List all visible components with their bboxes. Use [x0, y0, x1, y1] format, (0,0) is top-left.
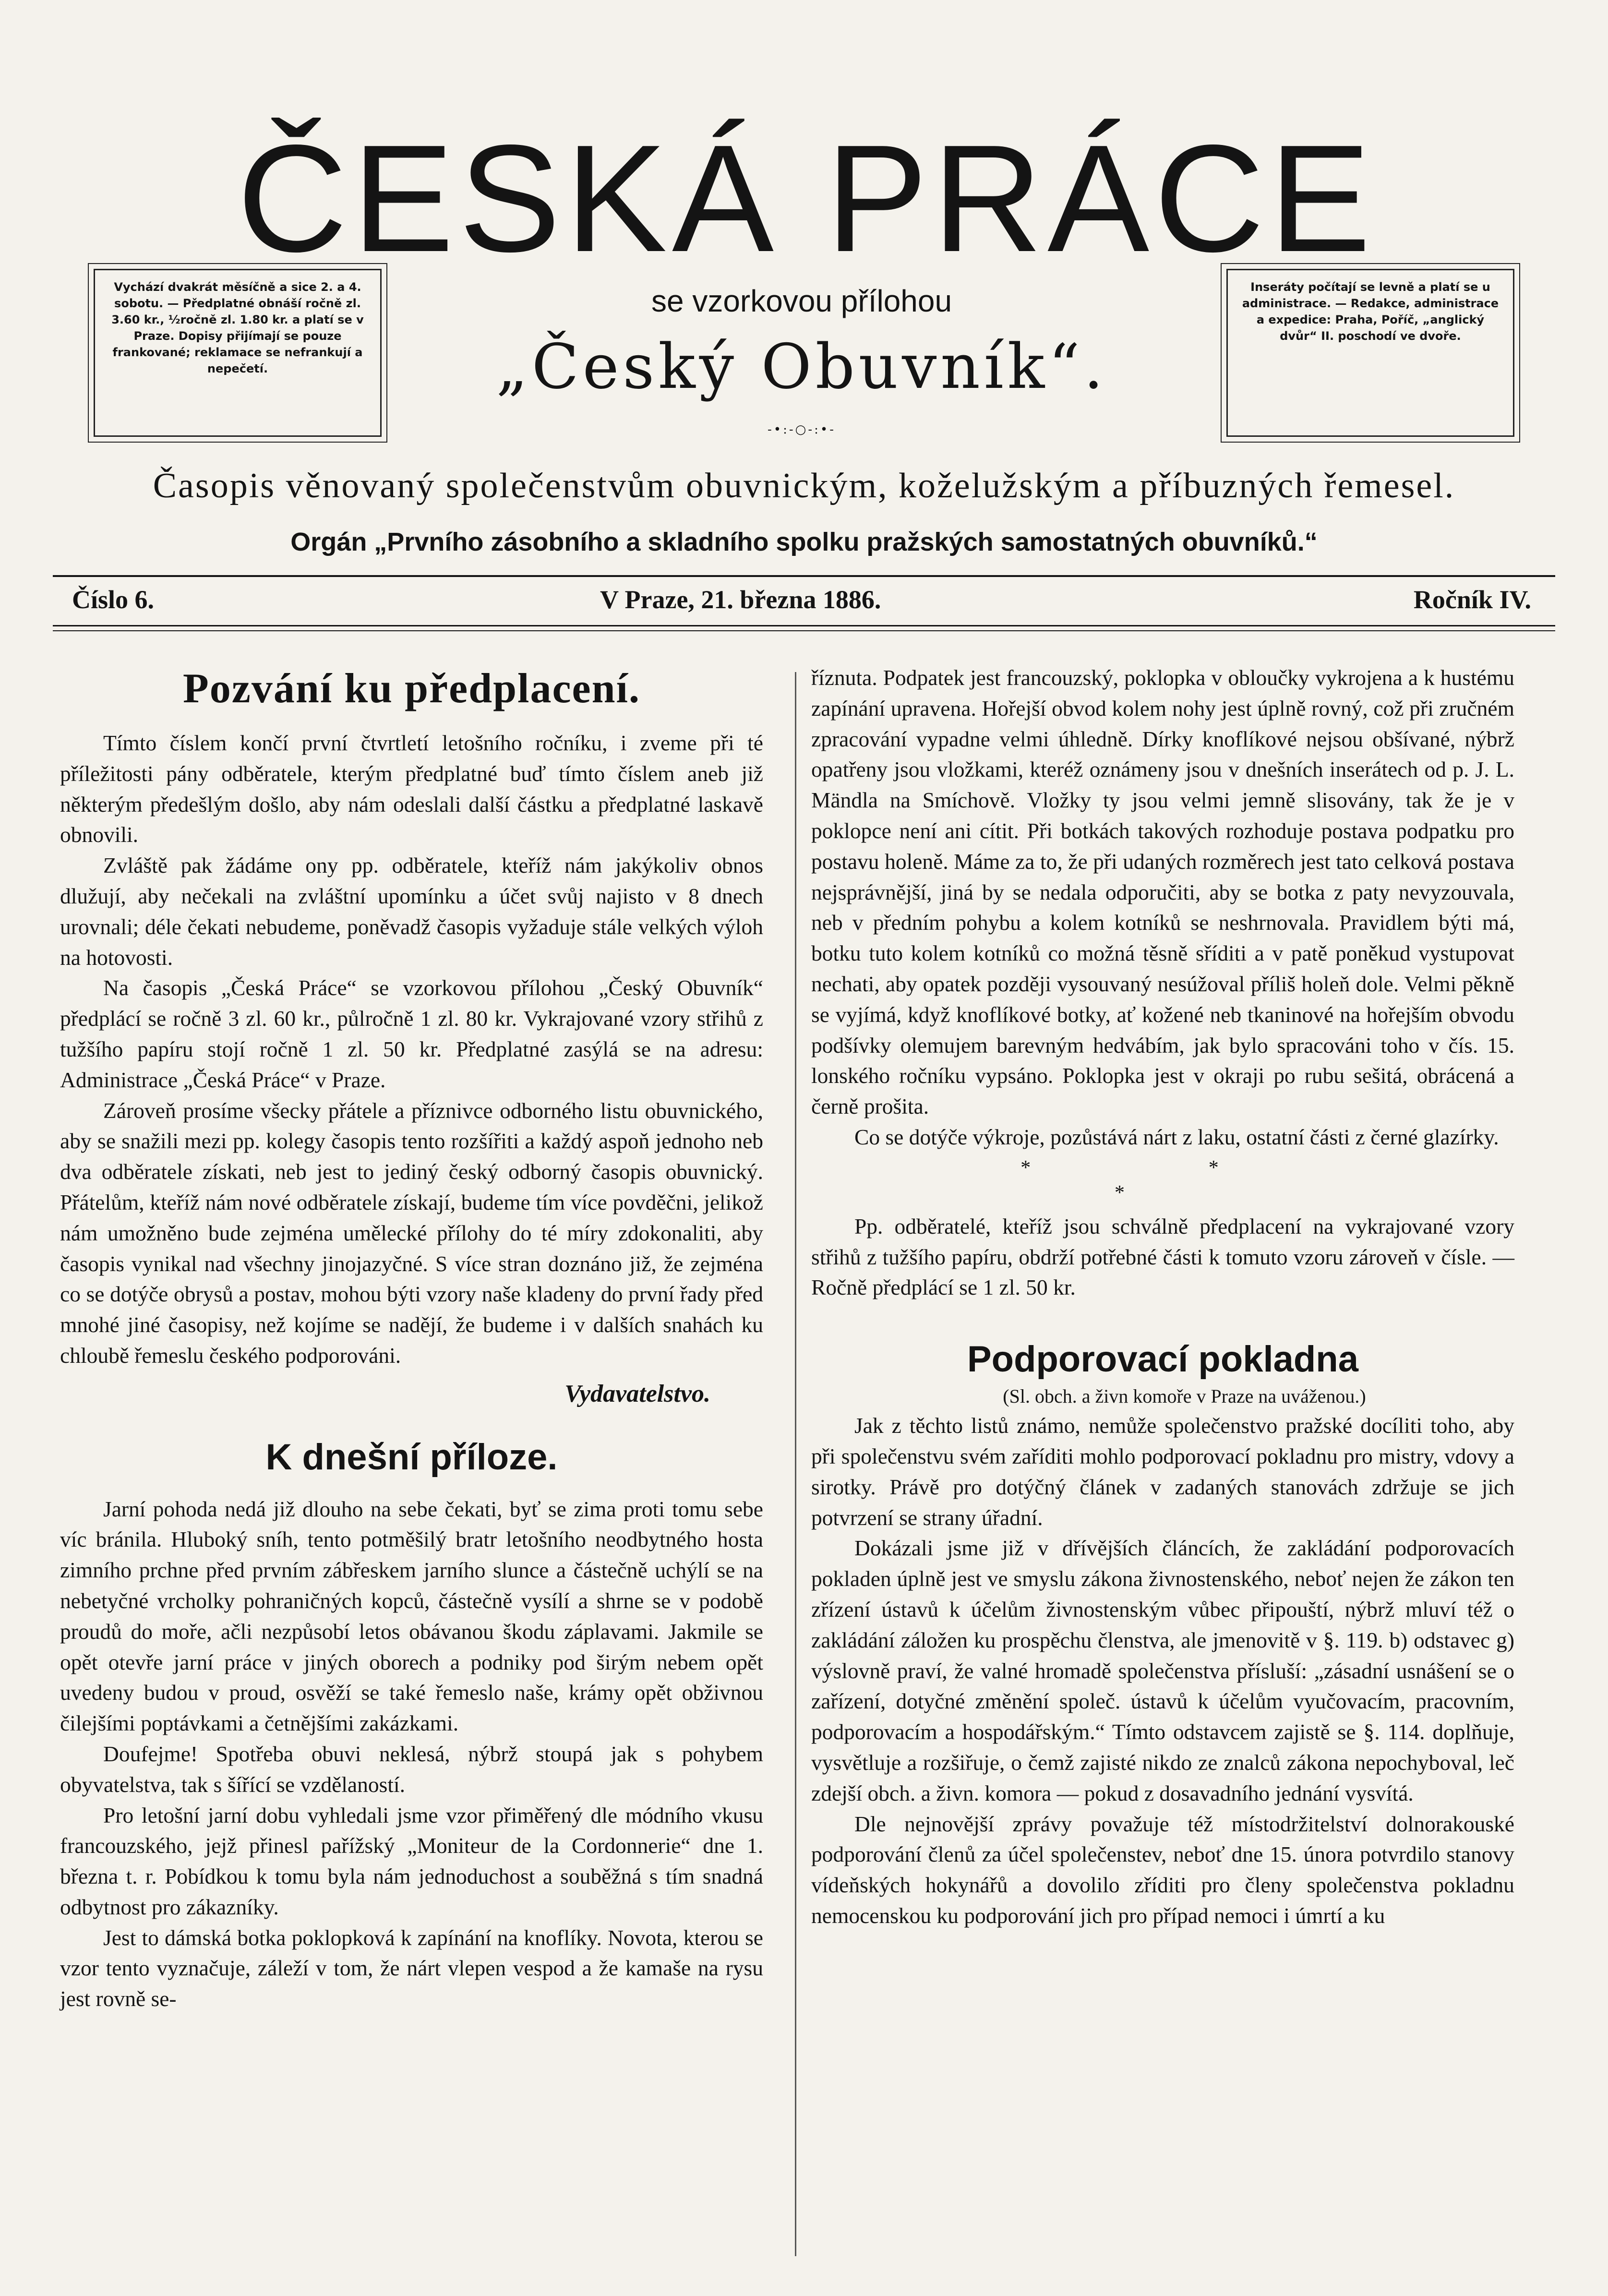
subscription-info-text: Vychází dvakrát měsíčně a sice 2. a 4. sobotu. — Předplatné obnáší ročně zl. 3.60 kr., ½ročně zl. 1.80 kr. a platí se v Praze. Dopisy přijímají se pouze frankované; reklamace se nefrankují a nepečetí. — [111, 280, 364, 376]
advertising-info-box — [1226, 269, 1514, 437]
organ-line: Orgán „Prvního zásobního a skladního spolku pražských samostatných obuvníků.“ — [290, 528, 1318, 556]
subscription-info-box — [94, 269, 382, 437]
stars-bottom: * — [1115, 1181, 1211, 1204]
rule-top — [53, 575, 1555, 577]
left-column — [60, 662, 763, 2014]
ornament-divider: -•:-○-:•- — [767, 422, 836, 437]
article-heading-subscription: Pozvání ku předplacení. — [183, 665, 640, 712]
rule-bottom-2 — [53, 630, 1555, 631]
article-heading-supplement: K dnešní příloze. — [265, 1436, 558, 1478]
paragraph: Zvláště pak žádáme ony pp. odběratele, kteříž nám jakýkoliv obnos dlužují, aby nečekali na zvláštní upomínku a účet svůj najisto v 8 dnech urovnali; déle čekati nebudeme, poněvadž časopis vyžaduje stále velkých výloh na hotovosti. — [60, 853, 763, 970]
right-column — [811, 662, 1514, 1931]
paragraph: Jest to dámská botka poklopková k zapínání na knoflíky. Novota, kterou se vzor tento vyznačuje, záleží v tom, že nárt vlepen vespod a že kamaše na rysu jest rovně se- — [60, 1925, 763, 2011]
tagline: Časopis věnovaný společenstvům obuvnickým, koželužským a příbuzných řemesel. — [153, 466, 1455, 505]
paragraph: Tímto číslem končí první čtvrtletí letošního ročníku, i zveme při té příležitosti pány odběratele, kterým předplatné buď tímto číslem aneb již některým předešlým došlo, aby nám odeslali další částku a předplatné laskavě obnovili. — [60, 731, 763, 847]
paragraph: Pp. odběratelé, kteříž jsou schválně předplacení na vykrajované vzory střihů z tužšího papíru, obdrží potřebné části k tomuto vzoru zároveň v čísle. — Ročně předplácí se 1 zl. 50 kr. — [811, 1214, 1514, 1300]
masthead-title: ČESKÁ PRÁCE — [237, 113, 1376, 284]
paragraph: Jak z těchto listů známo, nemůže společenstvo pražské docíliti toho, aby při společenstvu svém zaříditi mohlo podporovací pokladnu pro mistry, vdovy a sirotky. Právě pro dotýčný článek v zadaných stanovách zdržuje se jich potvrzení se strany úřadní. — [811, 1413, 1514, 1530]
paragraph: říznuta. Podpatek jest francouzský, poklopka v obloučky vykrojena a k hustému zapínání upravena. Hořejší obvod kolem nohy jest úplně rovný, což při zručném zpracování vypadne velmi úhledně. Dírky knoflíkové nejsou obšívané, nýbrž opatřeny jsou vložkami, kteréž oznámeny jsou v dnešních inserátech od p. J. L. Mändla na Smíchově. Vložky ty jsou velmi jemně slisovány, tak že je v poklopce není ani cítit. Při botkách takových rozhoduje postava podpatku pro postavu holeně. Máme za to, že při udaných rozměrech jest tato celková postava nejsprávnější, jiná by se nedala odporučiti, aby se botka z paty nevyzouvala, neb v předním pohybu a kolem kotníků se neshrnovala. Pravidlem býti má, botku tuto kolem kotníků co možná těsně sříditi a v patě poněkud vystupovat nechati, aby opatek později vysouvaný nesúžoval příliš holeň dole. Velmi pěkně se vyjímá, když knoflíkové botky, ať kožené neb tkaninové na hořejším obvodu podšívky olemujem barevným hedvábím, jak bylo spracováni toho v čís. 15. lonského ročníku vypsáno. Poklopka jest v okraji po rubu sešitá, obrácená a černě prošita. — [811, 665, 1514, 1119]
section-stars — [811, 1155, 1514, 1205]
article-heading-fund: Podporovací pokladna — [967, 1339, 1359, 1380]
article-subheading: (Sl. obch. a živn komoře v Praze na uváženou.) — [1003, 1385, 1366, 1407]
signature: Vydavatelstvo. — [564, 1380, 710, 1407]
paragraph: Pro letošní jarní dobu vyhledali jsme vzor přiměřený dle módního vkusu francouzského, jejž přinesl pařížský „Moniteur de la Cordonnerie“ dne 1. března t. r. Pobídkou k tomu byla nám jednoduchost a souběžná s tím snadná odbytnost pro zákazníky. — [60, 1803, 763, 1919]
advertising-info-text: Inseráty počítají se levně a platí se u administrace. — Redakce, administrace a expedice: Praha, Poříč, „anglický dvůr“ II. poschodí ve dvoře. — [1242, 280, 1499, 343]
paragraph: Co se dotýče výkroje, pozůstává nárt z laku, ostatní části z černé glazírky. — [854, 1124, 1499, 1149]
supplement-line: se vzorkovou přílohou — [651, 284, 952, 318]
paragraph: Dle nejnovější zprávy považuje též místodržitelství dolnorakouské podporování členů za účel společenstev, neboť dne 15. února potvrdilo stanovy vídeňských hokynářů a dovolilo zříditi pro členy společenstva pokladnu nemocenskou ku podporování jich pro případ nemoci i úmrtí a ku — [811, 1811, 1514, 1928]
supplement-title: „Český Obuvník“. — [496, 331, 1107, 403]
issue-place-date: V Praze, 21. března 1886. — [600, 585, 881, 614]
paragraph: Doufejme! Spotřeba obuvi neklesá, nýbrž stoupá jak s pohybem obyvatelstva, tak s šířící se vzdělaností. — [60, 1741, 763, 1797]
rule-bottom-1 — [53, 625, 1555, 626]
column-divider — [795, 672, 796, 2256]
paragraph: Dokázali jsme již v dřívějších článcích, že zakládání podporovacích pokladen úplně jest ve smyslu zákona živnostenského, neboť nejen že zákon ten zřízení ústavů k účelům živnostenským vůbec připouští, nýbrž mluví též o zakládání záložen ku prospěchu členstva, ale jmenovitě v §. 119. b) odstavec g) výslovně praví, že valné hromadě společenstva přísluší: „zásadní usnášení se o zařízení, dotyčné změnění společ. ústavů k účelům vyučovacím, pracovním, podporovacím a hospodářským.“ Tímto odstavcem zajistě se §. 114. doplňuje, vysvětluje a rozšiřuje, o čemž zajisté nikdo ze znalců zákona nepochyboval, leč zdejší obch. a živn. komora — pokud z dosavadního jednání vysvítá. — [811, 1536, 1514, 1805]
issue-volume: Ročník IV. — [1413, 585, 1531, 614]
issue-row — [72, 585, 1531, 618]
paragraph: Jarní pohoda nedá již dlouho na sebe čekati, byť se zima proti tomu sebe víc bránila. Hluboký sníh, tento potměšilý bratr letošního neodbytného hosta zimního prchne před prvním zábřeskem jarního slunce a částečně uchýlí se na nebetyčné vrcholky pohraničných kopců, částečně vysílí a shrne se v podobě proudů do moře, ačli nezpůsobí letos obávanou škodu záplavami. Jakmile se opět otevře jarní práce v jiných oborech a podniky pod širým nebem opět uvedeny budou v proud, osvěží se také řemeslo naše, krámy opět obživnou čilejšími poptávkami a četnějšími zakázkami. — [60, 1496, 763, 1736]
paragraph: Zároveň prosíme všecky přátele a příznivce odborného listu obuvnického, aby se snažili mezi pp. kolegy časopis tento rozšířiti a každý aspoň jednoho neb dva odběratele získati, neb jest to jediný český odborný časopis obuvnický. Přátelům, kteříž nám nové odběratele získají, budeme tím více povděčni, jelikož nám umožněno bude zejména umělecké přílohy do té míry zdokonaliti, aby časopis vynikal nad všechny jinojazyčné. S více stran doznáno již, že zejména co se dotýče obrysů a postav, mohou býti vzory naše kladeny do první řady před mnohé jiné časopisy, než kojíme se nadějí, že budeme i v dalších snahách ku chloubě řemeslu českého podporováni. — [60, 1098, 763, 1368]
paragraph: Na časopis „Česká Práce“ se vzorkovou přílohou „Český Obuvník“ předplácí se ročně 3 zl. 60 kr., půlročně 1 zl. 80 kr. Vykrajované vzory střihů z tužšího papíru stojí ročně 1 zl. 50 kr. Předplatné zasýlá se na adresu: Administrace „Česká Práce“ v Praze. — [60, 975, 763, 1092]
issue-number: Číslo 6. — [72, 585, 155, 614]
stars-top: * * — [1020, 1156, 1305, 1179]
